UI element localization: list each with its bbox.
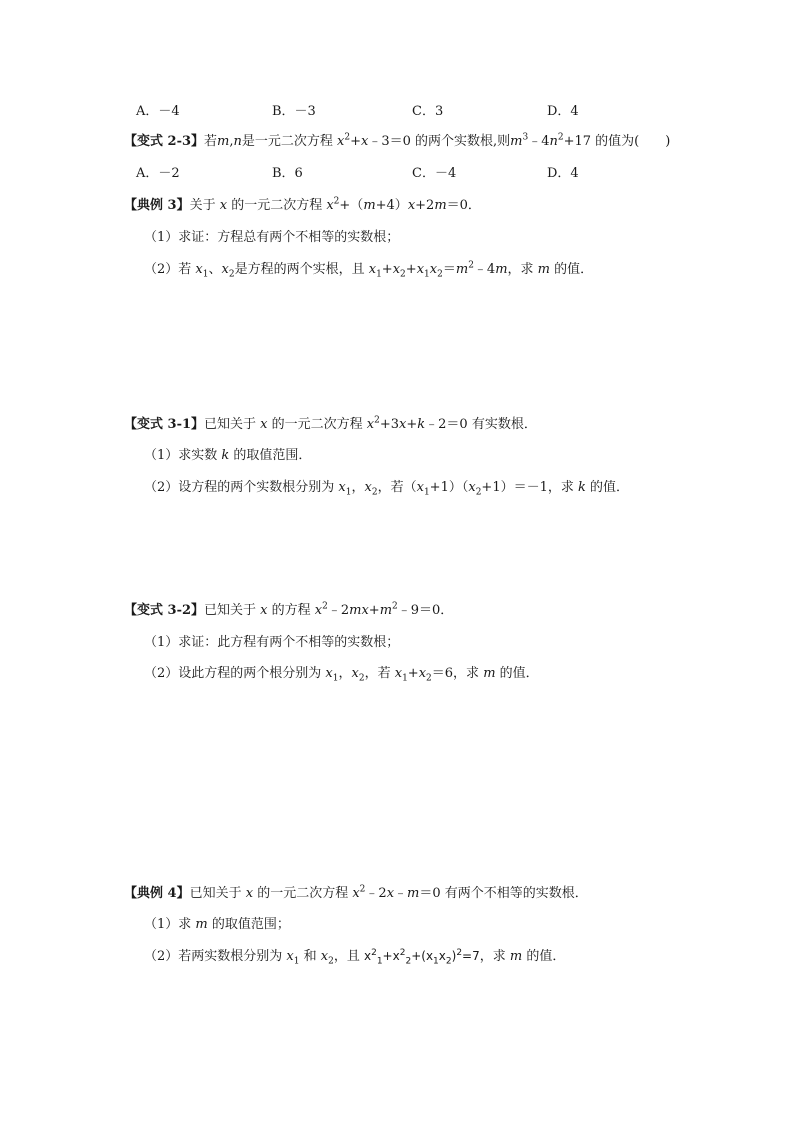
example-3-part-1: （1）求证：方程总有两个不相等的实数根；: [144, 230, 400, 245]
example-3-question: 【典例 3】关于 x 的一元二次方程 $x^2+(m+4)x+2m=0$．: [124, 196, 481, 213]
option-d: D．4: [547, 166, 579, 181]
option-b: B．6: [272, 166, 303, 181]
question-tag: 【变式 3-2】: [124, 603, 205, 618]
example-4-part-1: （1）求 m 的取值范围；: [144, 917, 290, 932]
question-tag: 【变式 2-3】: [124, 134, 205, 149]
question-tag: 【典例 4】: [124, 886, 190, 901]
option-c: C．3: [412, 104, 444, 119]
question-tag: 【典例 3】: [124, 198, 190, 213]
variant-3-2-part-2: （2）设此方程的两个根分别为 $x_1$，$x_2$，若 $x_1+x_2=6$，求 m 的值．: [144, 666, 539, 684]
question-tag: 【变式 3-1】: [124, 417, 205, 432]
variant-3-2-question: 【变式 3-2】已知关于 x 的方程 $x^2﹣2mx+m^2﹣9=0$．: [124, 601, 454, 618]
example-4-question: 【典例 4】已知关于 x 的一元二次方程 $x^2﹣2x﹣m=0$ 有两个不相等的实数根．: [124, 884, 588, 901]
variant-3-1-question: 【变式 3-1】已知关于 x 的一元二次方程 $x^2+3x+k﹣2=0$ 有实数根．: [124, 415, 537, 432]
option-b: B．－3: [272, 104, 316, 119]
example-3-part-2: （2）若 $x_1$、$x_2$是方程的两个实根，且 $x_1+x_2+x_1x_2=m^2﹣4m$，求 m 的值．: [144, 260, 594, 280]
example-4-part-2: （2）若两实数根分别为 $x_1$ 和 $x_2$，且 $x^2_1+x^2_2+(x_1x_2)^2=7$，求 m 的值．: [144, 948, 566, 967]
formula-sum-squares: $x^2_1+x^2_2+(x_1x_2)^2=7$: [363, 948, 480, 967]
variant-3-2-part-1: （1）求证：此方程有两个不相等的实数根；: [144, 635, 400, 650]
variant-3-1-part-1: （1）求实数 k 的取值范围．: [144, 448, 312, 463]
option-a: A．－4: [136, 104, 180, 119]
variant-2-3-question: 【变式 2-3】若m,n是一元二次方程 $x^2+x﹣3=0$ 的两个实数根,则$m^3﹣4n^2+17$ 的值为( ): [124, 132, 671, 149]
option-a: A．－2: [136, 166, 180, 181]
option-c: C．－4: [412, 166, 457, 181]
option-d: D．4: [547, 104, 579, 119]
variant-3-1-part-2: （2）设方程的两个实数根分别为 $x_1$，$x_2$，若$(x_1+1)(x_2+1)=-1$，求 k 的值．: [144, 480, 630, 498]
